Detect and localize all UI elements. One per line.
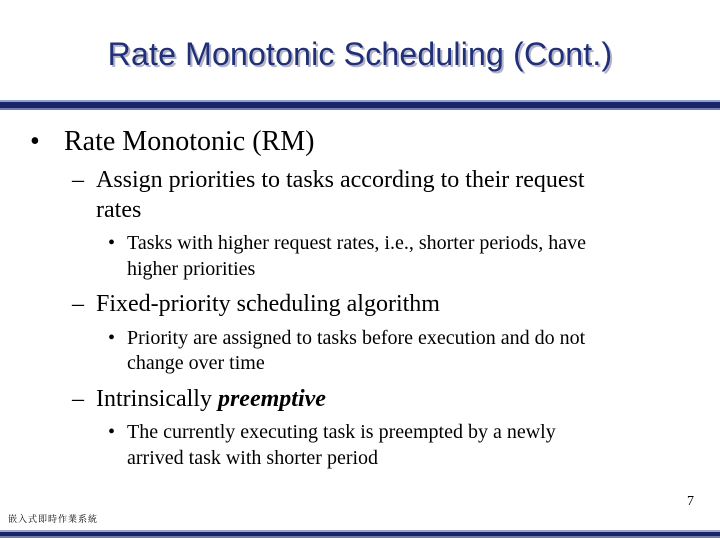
preemptive-emphasis: preemptive <box>217 386 326 412</box>
bullet-priority-assigned-line1: Priority are assigned to tasks before execution and do not <box>127 327 586 349</box>
bullet-higher-rates-line2: higher priorities <box>127 258 256 280</box>
bullet-dot: • <box>30 126 40 157</box>
preemptive-prefix: Intrinsically <box>96 386 218 412</box>
page-number: 7 <box>687 494 694 509</box>
title-divider <box>0 100 720 110</box>
bullet-currently-executing-line2: arrived task with shorter period <box>127 447 379 469</box>
footer-course-name: 嵌入式即時作業系統 <box>8 515 99 525</box>
bullet-fixed-priority: Fixed-priority scheduling algorithm <box>96 291 440 317</box>
bullet-currently-executing-line1: The currently executing task is preempted by a newly <box>127 421 556 443</box>
bullet-assign-line1: Assign priorities to tasks according to their request <box>96 167 585 193</box>
bullet-preemptive <box>96 386 326 413</box>
bullet-dash: – <box>72 167 84 193</box>
bullet-dash: – <box>72 291 84 317</box>
bullet-higher-rates-line1: Tasks with higher request rates, i.e., shorter periods, have <box>127 232 587 254</box>
slide-title: Rate Monotonic Scheduling (Cont.) <box>107 36 613 72</box>
bullet-dash: – <box>72 386 84 412</box>
bullet-dot: • <box>108 421 116 443</box>
bottom-divider <box>0 530 720 538</box>
bullet-assign-line2: rates <box>96 197 142 223</box>
bullet-rm: Rate Monotonic (RM) <box>64 126 315 157</box>
bullet-dot: • <box>108 327 116 349</box>
bullet-dot: • <box>108 232 116 254</box>
bullet-priority-assigned-line2: change over time <box>127 352 265 374</box>
